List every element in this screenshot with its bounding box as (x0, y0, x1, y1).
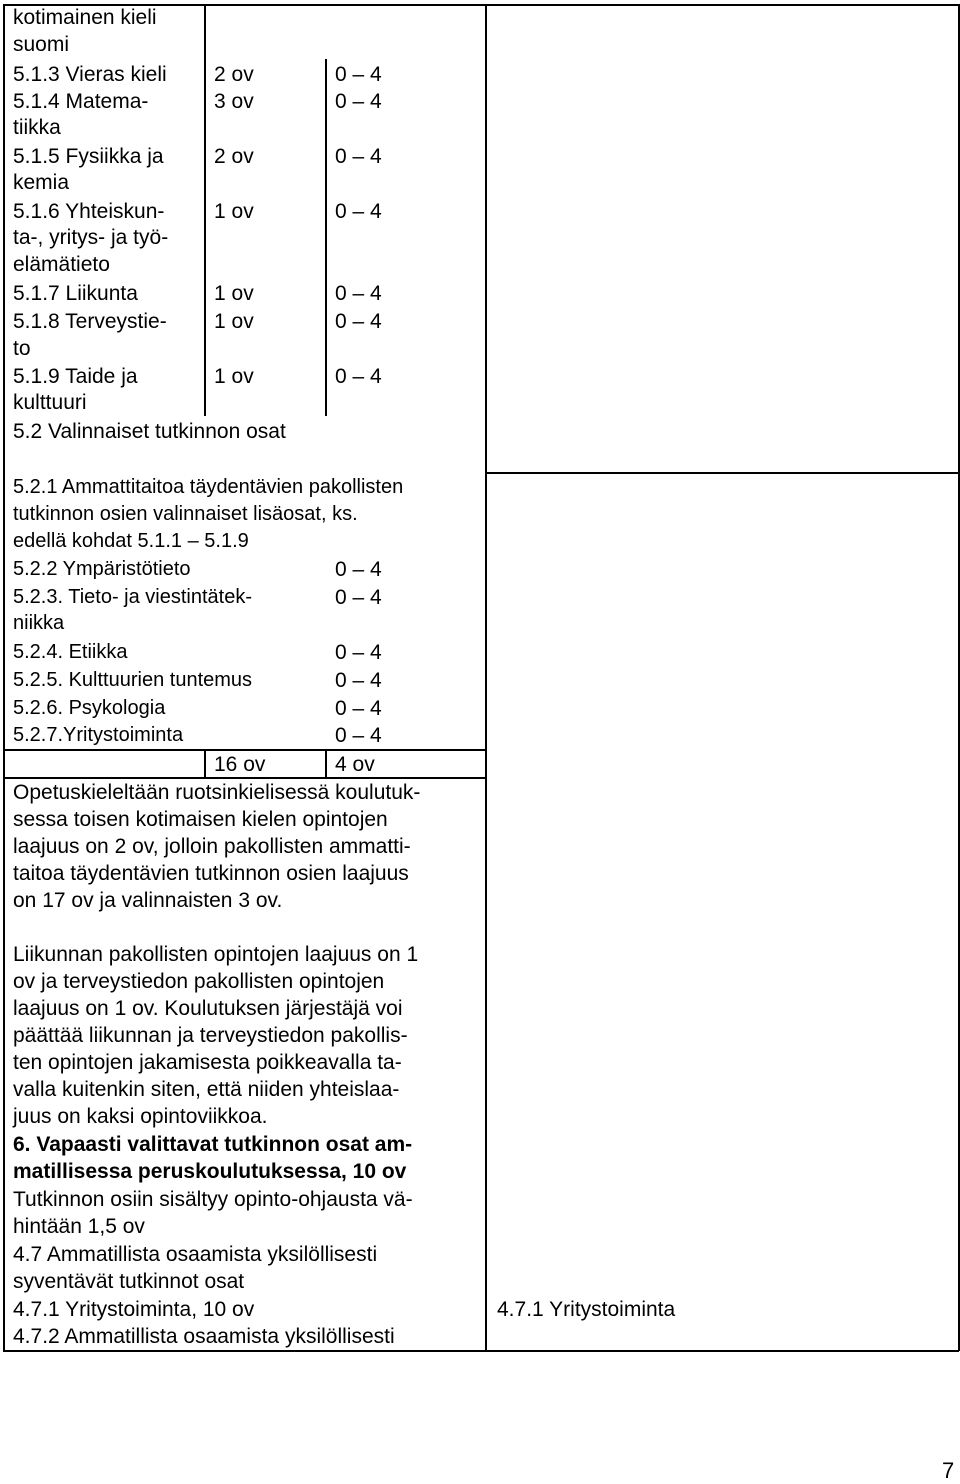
row-range: 0 – 4 (335, 669, 382, 692)
row-ov: 1 ov (214, 282, 254, 305)
row-label: 5.1.9 Taide ja (13, 365, 138, 388)
row-label: 5.1.6 Yhteiskun- (13, 200, 165, 223)
row-ov: 1 ov (214, 200, 254, 223)
totals-ov: 16 ov (214, 753, 266, 776)
section-47-title: 4.7 Ammatillista osaamista yksilöllisesti (13, 1243, 378, 1266)
note-line: valla kuitenkin siten, että niiden yhteislaa- (13, 1078, 400, 1101)
row-range: 0 – 4 (335, 365, 382, 388)
row-label: 5.2.6. Psykologia (13, 697, 166, 719)
section-6-subtext: Tutkinnon osiin sisältyy opinto-ohjausta vä- (13, 1188, 413, 1211)
row-label: 5.2.4. Etiikka (13, 641, 128, 663)
note-line: laajuus on 1 ov. Koulutuksen järjestäjä voi (13, 997, 403, 1020)
table-border-bottom (3, 1350, 959, 1352)
row-label: 5.1.8 Terveystie- (13, 310, 167, 333)
table-border-left (3, 4, 5, 1351)
section-6-title-text: Vapaasti valittavat tutkinnon osat am- (30, 1133, 413, 1156)
row-ov: 2 ov (214, 63, 254, 86)
section-divider (485, 472, 959, 474)
row-label: 5.1.7 Liikunta (13, 282, 138, 305)
column-divider-ov (204, 4, 206, 416)
row-label: 5.1.5 Fysiikka ja (13, 145, 164, 168)
row-label: niikka (13, 612, 65, 634)
row-range: 0 – 4 (335, 200, 382, 223)
totals-range: 4 ov (335, 753, 375, 776)
row-label: edellä kohdat 5.1.1 – 5.1.9 (13, 530, 249, 552)
section-47-item: 4.7.2 Ammatillista osaamista yksilöllisesti (13, 1325, 395, 1348)
row-range: 0 – 4 (335, 63, 382, 86)
right-column-item: 4.7.1 Yritystoiminta (497, 1298, 676, 1321)
row-ov: 2 ov (214, 145, 254, 168)
note-line: on 17 ov ja valinnaisten 3 ov. (13, 889, 283, 912)
row-label: 5.2.7.Yritystoiminta (13, 724, 184, 746)
note-line: taitoa täydentävien tutkinnon osien laajuus (13, 862, 409, 885)
row-ov: 1 ov (214, 310, 254, 333)
row-label: tiikka (13, 116, 61, 139)
row-label: suomi (13, 33, 70, 56)
row-range: 0 – 4 (335, 724, 382, 747)
section-47-title-cont: syventävät tutkinnot osat (13, 1270, 245, 1293)
row-label: 5.2.1 Ammattitaitoa täydentävien pakollisten (13, 476, 404, 498)
section-47-item: 4.7.1 Yritystoiminta, 10 ov (13, 1298, 255, 1321)
note-line: ov ja terveystiedon pakollisten opintojen (13, 970, 385, 993)
row-range: 0 – 4 (335, 697, 382, 720)
column-divider-range (325, 59, 327, 416)
row-label: 5.2.2 Ympäristötieto (13, 558, 191, 580)
row-range: 0 – 4 (335, 310, 382, 333)
row-label: to (13, 337, 31, 360)
note-line: ten opintojen jakamisesta poikkeavalla ta- (13, 1051, 402, 1074)
row-ov: 3 ov (214, 90, 254, 113)
table-border-right (958, 4, 960, 1351)
note-line: juus on kaksi opintoviikkoa. (13, 1105, 268, 1128)
note-line: päättää liikunnan ja terveystiedon pakollis- (13, 1024, 408, 1047)
row-label: 5.1.3 Vieras kieli (13, 63, 167, 86)
row-range: 0 – 4 (335, 90, 382, 113)
note-line: Opetuskieleltään ruotsinkielisessä koulutuk- (13, 781, 421, 804)
row-range: 0 – 4 (335, 145, 382, 168)
row-label: kemia (13, 171, 70, 194)
row-label: 5.2.5. Kulttuurien tuntemus (13, 669, 253, 691)
row-label: 5.2.3. Tieto- ja viestintätek- (13, 586, 253, 608)
section-6-title-cont: matillisessa peruskoulutuksessa, 10 ov (13, 1160, 407, 1183)
row-range: 0 – 4 (335, 586, 382, 609)
note-line: Liikunnan pakollisten opintojen laajuus on 1 (13, 943, 419, 966)
section-heading: 5.2 Valinnaiset tutkinnon osat (13, 420, 286, 443)
row-label: kulttuuri (13, 391, 87, 414)
row-label: ta-, yritys- ja työ- (13, 226, 169, 249)
totals-divider-1 (204, 749, 206, 777)
note-line: laajuus on 2 ov, jolloin pakollisten ammatti- (13, 835, 411, 858)
row-label: kotimainen kieli (13, 6, 157, 29)
row-label: tutkinnon osien valinnaiset lisäosat, ks. (13, 503, 358, 525)
row-range: 0 – 4 (335, 282, 382, 305)
row-ov: 1 ov (214, 365, 254, 388)
row-range: 0 – 4 (335, 641, 382, 664)
row-range: 0 – 4 (335, 558, 382, 581)
section-6-subtext: hintään 1,5 ov (13, 1215, 145, 1238)
row-label: 5.1.4 Matema- (13, 90, 149, 113)
column-divider-main (485, 4, 487, 1351)
totals-divider-2 (325, 749, 327, 777)
page-number: 7 (942, 1458, 955, 1483)
section-6-number: 6. (13, 1133, 31, 1156)
section-6-title (13, 1131, 412, 1158)
note-line: sessa toisen kotimaisen kielen opintojen (13, 808, 388, 831)
row-label: elämätieto (13, 253, 110, 276)
